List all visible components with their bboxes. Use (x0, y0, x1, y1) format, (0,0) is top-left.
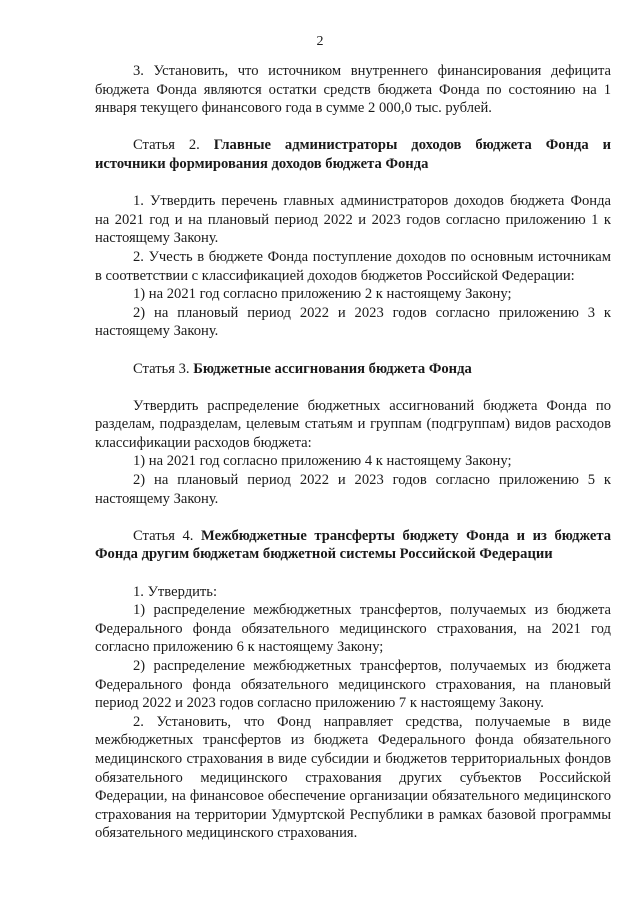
article-4-paragraph-2: 2. Установить, что Фонд направляет средства, получаемые в виде межбюджетных трансфертов из бюджета Федерального фонда обязательного медицинского страхования в виде субсидии и бюджетов территориальных фондов обязательного медицинского страхования других субъектов Российской Федерации, на финансовое обеспечение организации обязательного медицинского страхования на территории Удмуртской Республики в рамках базовой программы обязательного медицинского страхования. (95, 713, 611, 842)
paragraph-deficit-source: 3. Установить, что источником внутреннего финансирования дефицита бюджета Фонда являются остатки средств бюджета Фонда по состоянию на 1 января текущего финансового года в сумме 2 000,0 тыс. рублей. (95, 63, 611, 117)
article-2-prefix: Статья 2. (133, 137, 200, 154)
article-2-paragraph-2: 2. Учесть в бюджете Фонда поступление доходов по основным источникам в соответствии с классификацией доходов бюджетов Российской Федерации: (95, 248, 611, 284)
article-2-item-1: 1) на 2021 год согласно приложению 2 к настоящему Закону; (133, 286, 512, 303)
article-3-title: Бюджетные ассигнования бюджета Фонда (193, 360, 472, 377)
page-number: 2 (316, 34, 324, 49)
article-3-heading (95, 360, 611, 379)
document-body (95, 62, 611, 843)
article-3-prefix: Статья 3. (133, 360, 190, 377)
article-4-heading (95, 527, 611, 564)
article-4-paragraph-1: 1. Утвердить: (133, 583, 218, 600)
article-2-item-2: 2) на плановый период 2022 и 2023 годов согласно приложению 3 к настоящему Закону. (95, 304, 611, 340)
article-4-title: Межбюджетные трансферты бюджету Фонда и из бюджета Фонда другим бюджетам бюджетной системы Российской Федерации (95, 527, 611, 563)
article-4-item-2: 2) распределение межбюджетных трансфертов, получаемых из бюджета Федерального фонда обязательного медицинского страхования, на плановый период 2022 и 2023 годов согласно приложению 7 к настоящему Закону. (95, 658, 611, 712)
article-3-paragraph-1: Утвердить распределение бюджетных ассигнований бюджета Фонда по разделам, подразделам, целевым статьям и группам (подгруппам) видов расходов классификации расходов бюджета: (95, 397, 611, 451)
article-4-prefix: Статья 4. (133, 527, 194, 544)
article-2-paragraph-1: 1. Утвердить перечень главных администраторов доходов бюджета Фонда на 2021 год и на плановый период 2022 и 2023 годов согласно приложению 1 к настоящему Закону. (95, 193, 611, 247)
article-2-heading (95, 136, 611, 173)
article-4-item-1: 1) распределение межбюджетных трансфертов, получаемых из бюджета Федерального фонда обязательного медицинского страхования, на 2021 год согласно приложению 6 к настоящему Закону; (95, 602, 611, 656)
article-3-item-2: 2) на плановый период 2022 и 2023 годов согласно приложению 5 к настоящему Закону. (95, 472, 611, 507)
article-3-item-1: 1) на 2021 год согласно приложению 4 к настоящему Закону; (133, 453, 512, 470)
article-2-title: Главные администраторы доходов бюджета Фонда и источники формирования доходов бюджета Фонда (95, 137, 611, 172)
